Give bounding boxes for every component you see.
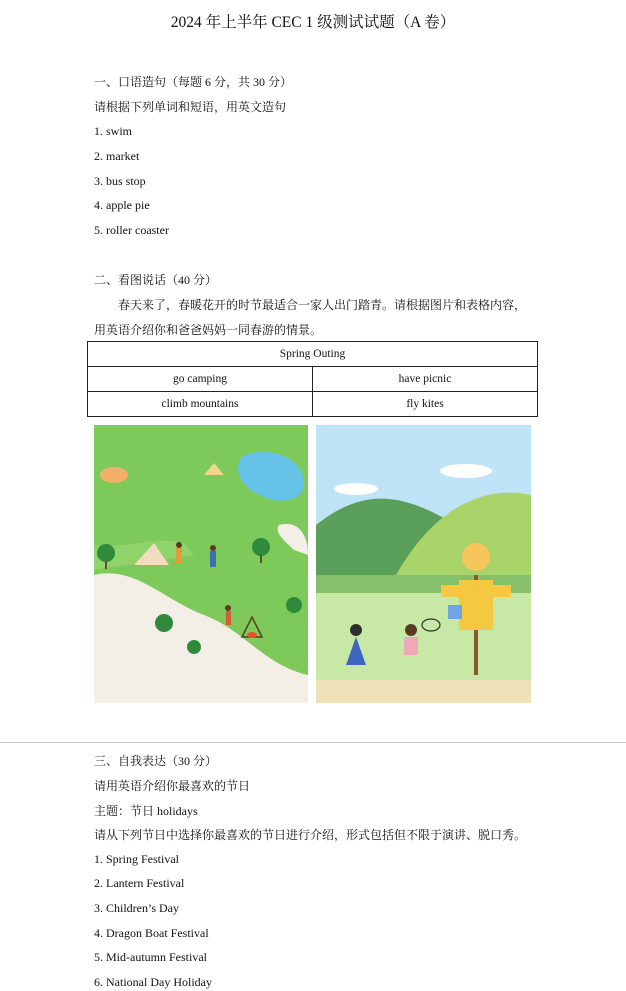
section2-paragraph-line2: 用英语介绍你和爸爸妈妈一同春游的情景。 <box>94 323 323 337</box>
section3-topic: 主题：节日 holidays <box>94 804 198 818</box>
table-cell: fly kites <box>313 392 538 417</box>
camping-illustration <box>94 425 308 703</box>
list-item: 5. roller coaster <box>94 223 169 237</box>
kite-illustration <box>316 425 531 703</box>
table-cell: have picnic <box>313 367 538 392</box>
table-cell: go camping <box>88 367 313 392</box>
section1-heading: 一、口语造句（每题 6 分，共 30 分） <box>94 75 293 89</box>
list-item: 1. Spring Festival <box>94 852 180 866</box>
page-title: 2024 年上半年 CEC 1 级测试试题（A 卷） <box>170 14 456 31</box>
list-item: 5. Mid-autumn Festival <box>94 950 207 964</box>
list-item: 3. Children’s Day <box>94 901 179 915</box>
table-header-cell: Spring Outing <box>88 342 538 367</box>
list-item: 4. Dragon Boat Festival <box>94 926 209 940</box>
list-item: 2. market <box>94 149 140 163</box>
list-item: 2. Lantern Festival <box>94 876 185 890</box>
page-divider <box>0 742 626 743</box>
section2-heading: 二、看图说话（40 分） <box>94 273 218 287</box>
table-row <box>88 342 538 367</box>
section3-heading: 三、自我表达（30 分） <box>94 754 218 768</box>
table-cell: climb mountains <box>88 392 313 417</box>
section3-requirement: 请从下列节日中选择你最喜欢的节日进行介绍，形式包括但不限于演讲、脱口秀。 <box>94 828 527 842</box>
section3-instruction: 请用英语介绍你最喜欢的节日 <box>94 779 251 793</box>
list-item: 4. apple pie <box>94 198 150 212</box>
section1-instruction: 请根据下列单词和短语，用英文造句 <box>94 100 287 114</box>
list-item: 3. bus stop <box>94 174 146 188</box>
spring-outing-table <box>87 341 538 417</box>
list-item: 1. swim <box>94 124 133 138</box>
list-item: 6. National Day Holiday <box>94 975 212 989</box>
table-row <box>88 367 538 392</box>
table-row <box>88 392 538 417</box>
section2-paragraph-line1: 春天来了，春暖花开的时节最适合一家人出门踏青。请根据图片和表格内容， <box>118 298 527 312</box>
